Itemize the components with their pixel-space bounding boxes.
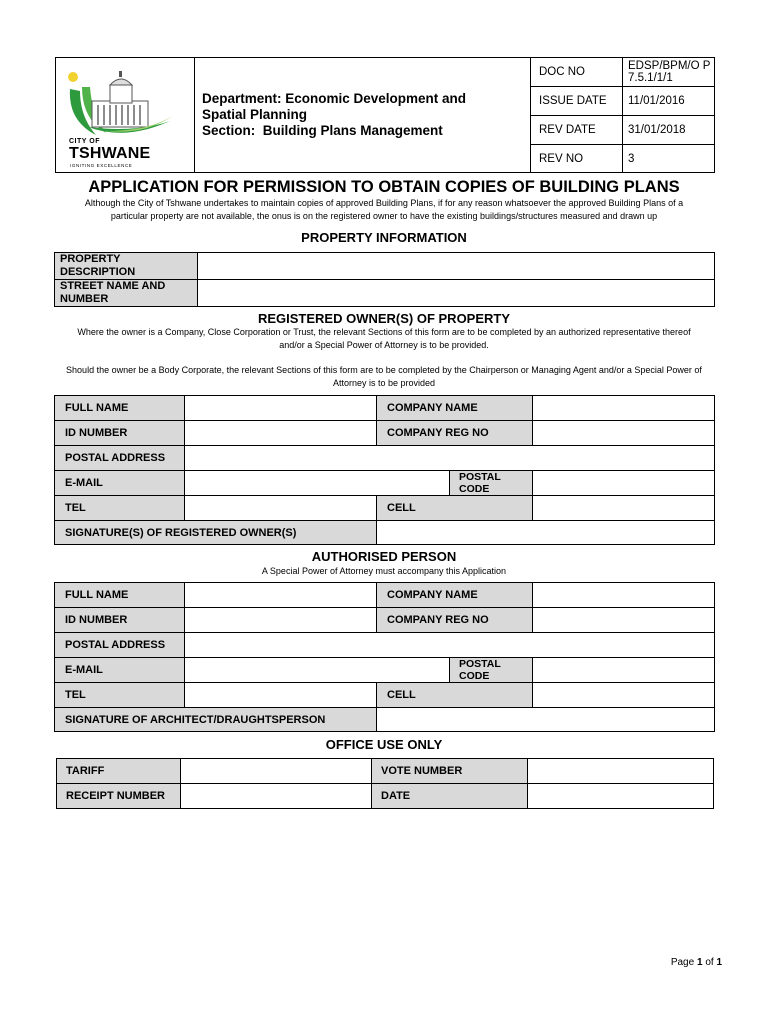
intro-paragraph (40, 197, 728, 223)
date-field[interactable] (528, 784, 714, 809)
section-value: : Building Plans Management (250, 123, 443, 138)
page-number (671, 957, 722, 968)
date-label: DATE (372, 784, 528, 809)
owner-cell-field[interactable] (533, 496, 715, 521)
auth-postal-address-label: POSTAL ADDRESS (55, 633, 185, 658)
auth-full-name-label: FULL NAME (55, 583, 185, 608)
owner-full-name-field[interactable] (185, 396, 377, 421)
auth-tel-label: TEL (55, 683, 185, 708)
of-word: of (705, 957, 714, 968)
department-line-1: Department: Economic Development and (202, 91, 467, 106)
auth-full-name-field[interactable] (185, 583, 377, 608)
authorised-table (54, 582, 715, 732)
owner-postal-address-field[interactable] (185, 446, 715, 471)
owner-email-label: E-MAIL (55, 471, 185, 496)
owner-id-number-field[interactable] (185, 421, 377, 446)
office-table (56, 758, 714, 809)
owner-signature-field[interactable] (377, 521, 715, 545)
owner-signature-label: SIGNATURE(S) OF REGISTERED OWNER(S) (55, 521, 377, 545)
issue-date-label: ISSUE DATE (531, 87, 623, 116)
city-logo (56, 59, 195, 172)
receipt-number-field[interactable] (181, 784, 372, 809)
auth-id-number-label: ID NUMBER (55, 608, 185, 633)
vote-number-label: VOTE NUMBER (372, 759, 528, 784)
document-header (55, 57, 715, 173)
property-description-label: PROPERTY DESCRIPTION (55, 253, 198, 280)
logo-cell (56, 58, 195, 173)
auth-postal-code-label: POSTAL CODE (450, 658, 533, 683)
street-name-label: STREET NAME AND NUMBER (55, 280, 198, 307)
rev-date-label: REV DATE (531, 116, 623, 145)
section-label: Section (202, 123, 251, 138)
office-heading: OFFICE USE ONLY (325, 737, 443, 752)
auth-postal-address-field[interactable] (185, 633, 715, 658)
receipt-number-label: RECEIPT NUMBER (57, 784, 181, 809)
page-current: 1 (696, 957, 703, 968)
property-description-field[interactable] (198, 253, 715, 280)
intro-line-1: Although the City of Tshwane undertakes to maintain copies of approved Building Plans, if for any reason whatsoever the approved Building Plans of a (84, 198, 684, 208)
city-hall-emblem-icon (66, 69, 176, 141)
owner-note-1-line-1: Where the owner is a Company, Close Corporation or Trust, the relevant Sections of this form are to be completed by an authorized representative thereof (77, 327, 691, 337)
document-title: APPLICATION FOR PERMISSION TO OBTAIN COPIES OF BUILDING PLANS (88, 178, 680, 196)
owner-company-name-field[interactable] (533, 396, 715, 421)
auth-id-number-field[interactable] (185, 608, 377, 633)
owner-company-name-label: COMPANY NAME (377, 396, 533, 421)
owner-postal-code-field[interactable] (533, 471, 715, 496)
doc-no-label: DOC NO (531, 58, 623, 87)
auth-company-reg-field[interactable] (533, 608, 715, 633)
auth-signature-label: SIGNATURE OF ARCHITECT/DRAUGHTSPERSON (55, 708, 377, 732)
auth-company-name-label: COMPANY NAME (377, 583, 533, 608)
department-info (195, 58, 531, 173)
rev-no-label: REV NO (531, 145, 623, 173)
owner-id-number-label: ID NUMBER (55, 421, 185, 446)
auth-email-label: E-MAIL (55, 658, 185, 683)
auth-tel-field[interactable] (185, 683, 377, 708)
owner-company-reg-label: COMPANY REG NO (377, 421, 533, 446)
tariff-field[interactable] (181, 759, 372, 784)
logo-tagline-text: IGNITING EXCELLENCE (70, 162, 133, 168)
page-total: 1 (716, 957, 722, 968)
logo-name-text: TSHWANE (69, 144, 151, 162)
owner-note-1-line-2: and/or a Special Power of Attorney is to be provided. (279, 340, 489, 350)
tariff-label: TARIFF (57, 759, 181, 784)
owner-email-field[interactable] (185, 471, 450, 496)
logo-city-text: CITY OF (69, 137, 100, 145)
street-name-field[interactable] (198, 280, 715, 307)
owner-note-1 (40, 326, 728, 352)
auth-company-reg-label: COMPANY REG NO (377, 608, 533, 633)
owner-company-reg-field[interactable] (533, 421, 715, 446)
issue-date-value: 11/01/2016 (623, 87, 715, 116)
owner-full-name-label: FULL NAME (55, 396, 185, 421)
owner-postal-code-label: POSTAL CODE (450, 471, 533, 496)
owner-note-2-line-2: Attorney is to be provided (332, 378, 436, 388)
owner-note-2-line-1: Should the owner be a Body Corporate, the relevant Sections of this form are to be completed by the Chairperson or Managing Agent and/or a Special Power of (66, 365, 702, 375)
department-line-2: Spatial Planning (202, 107, 308, 122)
owner-note-2 (40, 364, 728, 390)
authorised-heading: AUTHORISED PERSON (311, 549, 457, 564)
authorised-note: A Special Power of Attorney must accompany this Application (261, 566, 507, 576)
auth-cell-label: CELL (377, 683, 533, 708)
property-heading: PROPERTY INFORMATION (301, 230, 467, 245)
page-word: Page (670, 957, 695, 968)
auth-company-name-field[interactable] (533, 583, 715, 608)
auth-signature-field[interactable] (377, 708, 715, 732)
vote-number-field[interactable] (528, 759, 714, 784)
auth-postal-code-field[interactable] (533, 658, 715, 683)
intro-line-2: particular property are not available, the onus is on the registered owner to have the existing buildings/structures measured and drawn up (110, 211, 658, 221)
property-table (54, 252, 715, 307)
owner-tel-field[interactable] (185, 496, 377, 521)
owner-heading: REGISTERED OWNER(S) OF PROPERTY (257, 311, 511, 326)
owner-postal-address-label: POSTAL ADDRESS (55, 446, 185, 471)
section-line (202, 123, 530, 139)
rev-date-value: 31/01/2018 (623, 116, 715, 145)
auth-email-field[interactable] (185, 658, 450, 683)
doc-no-value: EDSP/BPM/O P 7.5.1/1/1 (623, 58, 715, 87)
auth-cell-field[interactable] (533, 683, 715, 708)
rev-no-value: 3 (623, 145, 715, 173)
owner-table (54, 395, 715, 545)
owner-cell-label: CELL (377, 496, 533, 521)
owner-tel-label: TEL (55, 496, 185, 521)
